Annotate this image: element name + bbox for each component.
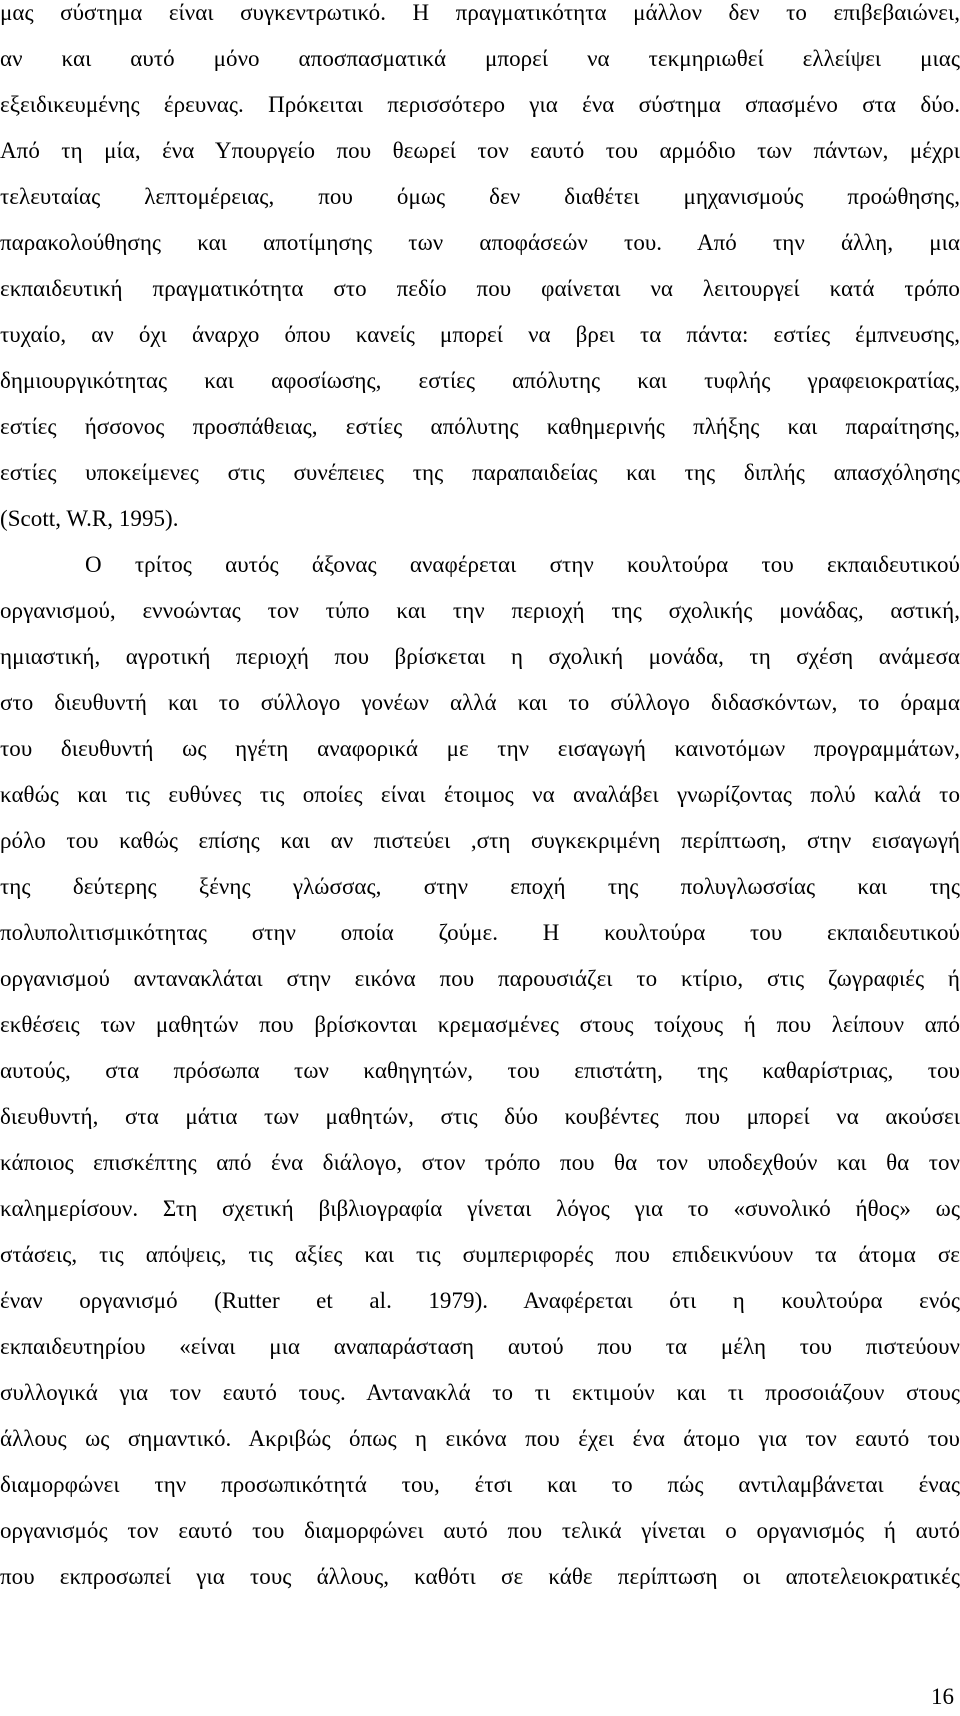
text-line: εστίες ήσσονος προσπάθειας, εστίες απόλυτης καθημερινής πλήξης και παραίτησης,: [0, 414, 960, 439]
text-line: καλημερίσουν. Στη σχετική βιβλιογραφία γίνεται λόγος για το «συνολικό ήθος» ως: [0, 1196, 960, 1221]
text-line: ημιαστική, αγροτική περιοχή που βρίσκεται η σχολική μονάδα, τη σχέση ανάμεσα: [0, 644, 960, 669]
text-line: της δεύτερης ξένης γλώσσας, στην εποχή της πολυγλωσσίας και της: [0, 874, 960, 899]
text-line: έναν οργανισμό (Rutter et al. 1979). Αναφέρεται ότι η κουλτούρα ενός: [0, 1288, 960, 1313]
text-line: στο διευθυντή και το σύλλογο γονέων αλλά και το σύλλογο διδασκόντων, το όραμα: [0, 690, 960, 715]
text-line: του διευθυντή ως ηγέτη αναφορικά με την εισαγωγή καινοτόμων προγραμμάτων,: [0, 736, 960, 761]
text-line: καθώς και τις ευθύνες τις οποίες είναι έτοιμος να αναλάβει γνωρίζοντας πολύ καλά το: [0, 782, 960, 807]
text-line: αν και αυτό μόνο αποσπασματικά μπορεί να τεκμηριωθεί ελλείψει μιας: [0, 46, 960, 71]
text-line: Από τη μία, ένα Υπουργείο που θεωρεί τον εαυτό του αρμόδιο των πάντων, μέχρι: [0, 138, 960, 163]
text-line: δημιουργικότητας και αφοσίωσης, εστίες απόλυτης και τυφλής γραφειοκρατίας,: [0, 368, 960, 393]
page-number: 16: [931, 1684, 954, 1709]
text-line: άλλους ως σημαντικό. Ακριβώς όπως η εικόνα που έχει ένα άτομο για τον εαυτό του: [0, 1426, 960, 1451]
text-line-paragraph-end: (Scott, W.R, 1995).: [0, 506, 179, 531]
text-line: συλλογικά για τον εαυτό τους. Αντανακλά το τι εκτιμούν και τι προσοιάζουν στους: [0, 1380, 960, 1405]
text-line: τελευταίας λεπτομέρειας, που όμως δεν διαθέτει μηχανισμούς προώθησης,: [0, 184, 960, 209]
text-line: ρόλο του καθώς επίσης και αν πιστεύει ,στη συγκεκριμένη περίπτωση, στην εισαγωγή: [0, 828, 960, 853]
text-line: κάποιος επισκέπτης από ένα διάλογο, στον τρόπο που θα τον υποδεχθούν και θα τον: [0, 1150, 960, 1175]
text-line: στάσεις, τις απόψεις, τις αξίες και τις συμπεριφορές που επιδεικνύουν τα άτομα σε: [0, 1242, 960, 1267]
text-line: που εκπροσωπεί για τους άλλους, καθότι σε κάθε περίπτωση οι αποτελειοκρατικές: [0, 1564, 960, 1589]
text-line: οργανισμός τον εαυτό του διαμορφώνει αυτό που τελικά γίνεται ο οργανισμός ή αυτό: [0, 1518, 960, 1543]
text-line: διαμορφώνει την προσωπικότητά του, έτσι και το πώς αντιλαμβάνεται ένας: [0, 1472, 960, 1497]
text-line: μας σύστημα είναι συγκεντρωτικό. Η πραγματικότητα μάλλον δεν το επιβεβαιώνει,: [0, 0, 960, 25]
text-line: οργανισμού, εννοώντας τον τύπο και την περιοχή της σχολικής μονάδας, αστική,: [0, 598, 960, 623]
text-line: τυχαίο, αν όχι άναρχο όπου κανείς μπορεί να βρει τα πάντα: εστίες έμπνευσης,: [0, 322, 960, 347]
text-line: εξειδικευμένης έρευνας. Πρόκειται περισσότερο για ένα σύστημα σπασμένο στα δύο.: [0, 92, 960, 117]
text-line: εκπαιδευτηρίου «είναι μια αναπαράσταση αυτού που τα μέλη του πιστεύουν: [0, 1334, 960, 1359]
text-line: διευθυντή, στα μάτια των μαθητών, στις δύο κουβέντες που μπορεί να ακούσει: [0, 1104, 960, 1129]
text-line: εστίες υποκείμενες στις συνέπειες της παραπαιδείας και της διπλής απασχόλησης: [0, 460, 960, 485]
text-line: πολυπολιτισμικότητας στην οποία ζούμε. Η κουλτούρα του εκπαιδευτικού: [0, 920, 960, 945]
text-line: εκθέσεις των μαθητών που βρίσκονται κρεμασμένες στους τοίχους ή που λείπουν από: [0, 1012, 960, 1037]
text-line-paragraph-start: Ο τρίτος αυτός άξονας αναφέρεται στην κουλτούρα του εκπαιδευτικού: [85, 552, 960, 577]
text-line: παρακολούθησης και αποτίμησης των αποφάσεών του. Από την άλλη, μια: [0, 230, 960, 255]
text-line: αυτούς, στα πρόσωπα των καθηγητών, του επιστάτη, της καθαρίστριας, του: [0, 1058, 960, 1083]
text-line: εκπαιδευτική πραγματικότητα στο πεδίο που φαίνεται να λειτουργεί κατά τρόπο: [0, 276, 960, 301]
text-line: οργανισμού αντανακλάται στην εικόνα που παρουσιάζει το κτίριο, στις ζωγραφιές ή: [0, 966, 960, 991]
